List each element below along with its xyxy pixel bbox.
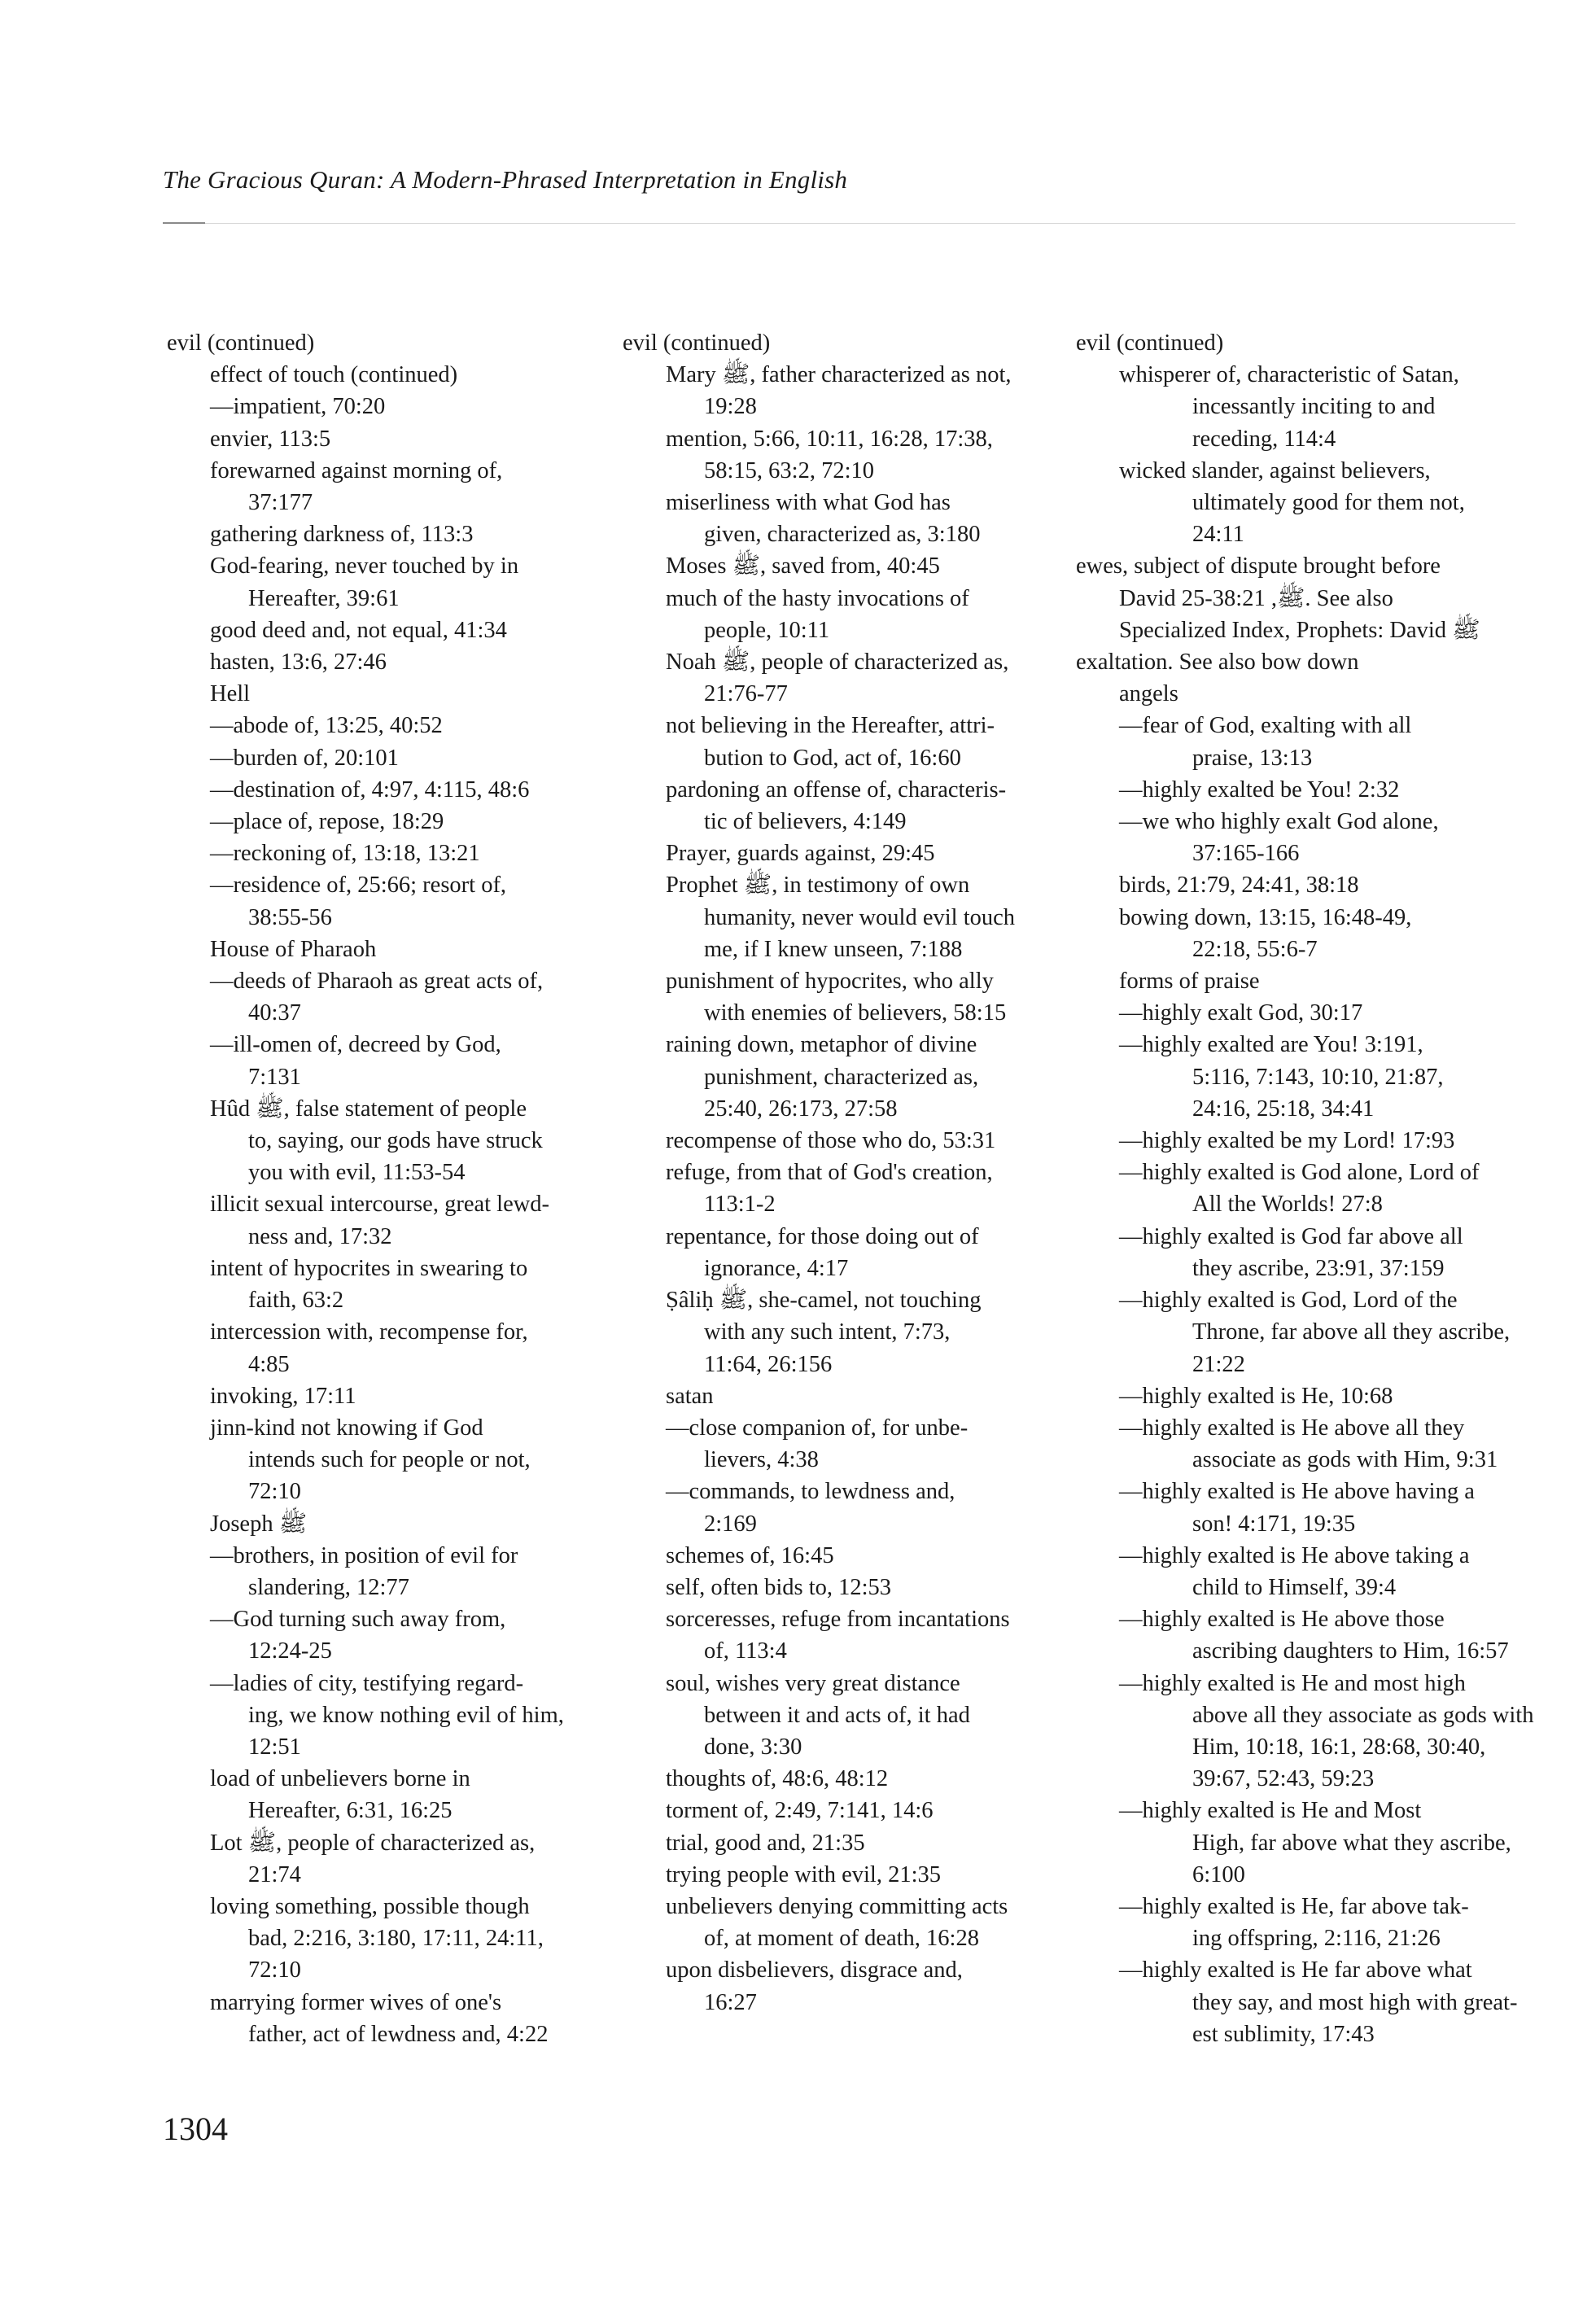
index-column-1 — [167, 327, 610, 2050]
index-entry-line: 24:11 — [1192, 522, 1244, 548]
index-entry-line: slandering, 12:77 — [248, 1574, 409, 1600]
index-entry-line: upon disbelievers, disgrace and, — [666, 1957, 963, 1984]
index-entry-line: people, 10:11 — [704, 617, 830, 643]
index-entry-line: 39:67, 52:43, 59:23 — [1192, 1766, 1375, 1792]
index-column-3 — [1076, 327, 1534, 2050]
index-entry-line: trial, good and, 21:35 — [666, 1830, 865, 1856]
index-entry-line: associate as gods with Him, 9:31 — [1192, 1447, 1498, 1473]
index-entry-line: —commands, to lewdness and, — [666, 1479, 955, 1505]
index-entry-line: —burden of, 20:101 — [210, 745, 399, 771]
index-entry-line: thoughts of, 48:6, 48:12 — [666, 1766, 889, 1792]
index-entry-line: good deed and, not equal, 41:34 — [210, 617, 507, 643]
index-entry-line: —highly exalted is He and Most — [1119, 1798, 1422, 1824]
index-entry-line: bowing down, 13:15, 16:48-49, — [1119, 904, 1412, 930]
index-entry-line: evil (continued) — [623, 330, 771, 356]
index-entry-line: Him, 10:18, 16:1, 28:68, 30:40, — [1192, 1734, 1486, 1760]
index-entry-line: 22:18, 55:6-7 — [1192, 936, 1318, 962]
index-entry-line: 24:16, 25:18, 34:41 — [1192, 1096, 1375, 1122]
index-entry-line: forms of praise — [1119, 969, 1260, 995]
index-entry-line: intent of hypocrites in swearing to — [210, 1255, 528, 1281]
index-entry-line: —highly exalted is God far above all — [1119, 1223, 1463, 1249]
index-entry-line: High, far above what they ascribe, — [1192, 1830, 1511, 1856]
index-entry-line: David ﷺ, 38:21-25. See also — [1119, 585, 1393, 611]
index-entry-line: ing, we know nothing evil of him, — [248, 1702, 564, 1728]
index-entry-line: angels — [1119, 681, 1178, 707]
running-header: The Gracious Quran: A Modern-Phrased Interpretation in English — [163, 165, 848, 194]
page-number: 1304 — [163, 2110, 228, 2147]
index-entry-line: mention, 5:66, 10:11, 16:28, 17:38, — [666, 426, 993, 452]
index-entry-line: —highly exalted is He above those — [1119, 1607, 1445, 1633]
index-entry-line: 113:1-2 — [704, 1192, 776, 1218]
index-entry-line: ultimately good for them not, — [1192, 490, 1465, 516]
index-entry-line: done, 3:30 — [704, 1734, 802, 1760]
index-entry-line: gathering darkness of, 113:3 — [210, 522, 474, 548]
index-entry-line: Prayer, guards against, 29:45 — [666, 841, 935, 867]
index-entry-line: wicked slander, against believers, — [1119, 457, 1431, 483]
index-entry-line: 7:131 — [248, 1064, 301, 1090]
index-entry-line: 21:76-77 — [704, 681, 788, 707]
index-entry-line: bad, 2:216, 3:180, 17:11, 24:11, — [248, 1926, 544, 1952]
index-entry-line: incessantly inciting to and — [1192, 394, 1436, 420]
index-entry-line: Moses ﷺ, saved from, 40:45 — [666, 553, 940, 580]
index-entry-line: 11:64, 26:156 — [704, 1351, 833, 1377]
index-entry-line: —ladies of city, testifying regard- — [210, 1670, 524, 1696]
index-entry-line: trying people with evil, 21:35 — [666, 1861, 941, 1887]
index-entry-line: ing offspring, 2:116, 21:26 — [1192, 1926, 1441, 1952]
index-entry-line: faith, 63:2 — [248, 1288, 344, 1314]
index-entry-line: effect of touch (continued) — [210, 362, 458, 388]
index-entry-line: above all they associate as gods with — [1192, 1702, 1534, 1728]
index-entry-line: —God turning such away from, — [210, 1607, 506, 1633]
header-rule — [163, 223, 1515, 224]
index-entry-line: Lot ﷺ, people of characterized as, — [210, 1830, 536, 1856]
index-entry-line: Hûd ﷺ, false statement of people — [210, 1096, 527, 1122]
index-entry-line: unbelievers denying committing acts — [666, 1893, 1008, 1919]
index-entry-line: 37:165-166 — [1192, 841, 1300, 867]
index-entry-line: miserliness with what God has — [666, 490, 951, 516]
index-entry-line: —highly exalt God, 30:17 — [1119, 1000, 1363, 1026]
index-entry-line: 40:37 — [248, 1000, 301, 1026]
index-entry-line: —destination of, 4:97, 4:115, 48:6 — [210, 776, 530, 803]
index-entry-line: 37:177 — [248, 490, 313, 516]
index-entry-line: satan — [666, 1383, 714, 1409]
index-entry-line: ignorance, 4:17 — [704, 1255, 849, 1281]
index-entry-line: —fear of God, exalting with all — [1119, 713, 1412, 739]
index-entry-line: jinn-kind not knowing if God — [210, 1415, 483, 1441]
index-entry-line: —we who highly exalt God alone, — [1119, 809, 1439, 835]
index-entry-line: All the Worlds! 27:8 — [1192, 1192, 1383, 1218]
index-entry-line: loving something, possible though — [210, 1893, 530, 1919]
index-entry-line: —reckoning of, 13:18, 13:21 — [210, 841, 480, 867]
index-entry-line: 25:40, 26:173, 27:58 — [704, 1096, 898, 1122]
index-entry-line: with enemies of believers, 58:15 — [704, 1000, 1007, 1026]
index-entry-line: refuge, from that of God's creation, — [666, 1160, 993, 1186]
index-entry-line: 72:10 — [248, 1957, 301, 1984]
index-entry-line: evil (continued) — [167, 330, 315, 356]
index-entry-line: tic of believers, 4:149 — [704, 809, 907, 835]
header-rule-accent — [163, 222, 205, 224]
index-entry-line: not believing in the Hereafter, attri- — [666, 713, 995, 739]
index-entry-line: —brothers, in position of evil for — [210, 1542, 518, 1568]
index-entry-line: 72:10 — [248, 1479, 301, 1505]
index-entry-line: 12:51 — [248, 1734, 301, 1760]
index-entry-line: punishment of hypocrites, who ally — [666, 969, 994, 995]
index-entry-line: schemes of, 16:45 — [666, 1542, 834, 1568]
index-entry-line: exaltation. See also bow down — [1076, 650, 1359, 676]
index-entry-line: Throne, far above all they ascribe, — [1192, 1319, 1511, 1345]
index-entry-line: much of the hasty invocations of — [666, 585, 969, 611]
index-entry-line: —highly exalted is He far above what — [1119, 1957, 1472, 1984]
index-entry-line: —highly exalted is God alone, Lord of — [1119, 1160, 1480, 1186]
index-column-2 — [623, 327, 1066, 2019]
index-entry-line: House of Pharaoh — [210, 936, 377, 962]
index-entry-line: whisperer of, characteristic of Satan, — [1119, 362, 1459, 388]
index-entry-line: self, often bids to, 12:53 — [666, 1574, 892, 1600]
index-entry-line: birds, 21:79, 24:41, 38:18 — [1119, 873, 1359, 899]
index-entry-line: —highly exalted is He, far above tak- — [1119, 1893, 1469, 1919]
index-entry-line: —highly exalted is He above all they — [1119, 1415, 1465, 1441]
index-entry-line: 21:74 — [248, 1861, 301, 1887]
index-entry-line: —highly exalted is God, Lord of the — [1119, 1288, 1458, 1314]
index-entry-line: —highly exalted is He above having a — [1119, 1479, 1475, 1505]
index-entry-line: Joseph ﷺ — [210, 1511, 308, 1537]
index-entry-line: —highly exalted is He, 10:68 — [1119, 1383, 1393, 1409]
index-entry-line: Hereafter, 6:31, 16:25 — [248, 1798, 453, 1824]
index-entry-line: son! 4:171, 19:35 — [1192, 1511, 1356, 1537]
index-entry-line: Prophet ﷺ, in testimony of own — [666, 873, 970, 899]
index-entry-line: 5:116, 7:143, 10:10, 21:87, — [1192, 1064, 1444, 1090]
index-entry-line: 6:100 — [1192, 1861, 1245, 1887]
index-entry-line: between it and acts of, it had — [704, 1702, 970, 1728]
index-entry-line: —ill-omen of, decreed by God, — [210, 1032, 501, 1058]
index-entry-line: Mary ﷺ, father characterized as not, — [666, 362, 1012, 388]
index-entry-line: —highly exalted is He above taking a — [1119, 1542, 1470, 1568]
index-entry-line: repentance, for those doing out of — [666, 1223, 979, 1249]
index-entry-line: Specialized Index, Prophets: David ﷺ — [1119, 617, 1480, 643]
index-entry-line: with any such intent, 7:73, — [704, 1319, 951, 1345]
index-entry-line: intercession with, recompense for, — [210, 1319, 528, 1345]
index-entry-line: Ṣâliḥ ﷺ, she-camel, not touching — [666, 1288, 982, 1314]
index-entry-line: —residence of, 25:66; resort of, — [210, 873, 507, 899]
index-entry-line: to, saying, our gods have struck — [248, 1128, 543, 1154]
index-entry-line: hasten, 13:6, 27:46 — [210, 650, 387, 676]
index-entry-line: intends such for people or not, — [248, 1447, 531, 1473]
index-entry-line: —place of, repose, 18:29 — [210, 809, 444, 835]
index-entry-line: load of unbelievers borne in — [210, 1766, 470, 1792]
index-entry-line: —deeds of Pharaoh as great acts of, — [210, 969, 544, 995]
index-entry-line: forewarned against morning of, — [210, 457, 503, 483]
index-entry-line: —impatient, 70:20 — [210, 394, 386, 420]
index-entry-line: God-fearing, never touched by in — [210, 553, 519, 580]
index-entry-line: —highly exalted are You! 3:191, — [1119, 1032, 1423, 1058]
index-entry-line: humanity, never would evil touch — [704, 904, 1016, 930]
index-entry-line: 38:55-56 — [248, 904, 332, 930]
index-entry-line: —highly exalted is He and most high — [1119, 1670, 1466, 1696]
index-entry-line: recompense of those who do, 53:31 — [666, 1128, 996, 1154]
index-entry-line: raining down, metaphor of divine — [666, 1032, 977, 1058]
index-entry-line: illicit sexual intercourse, great lewd- — [210, 1192, 550, 1218]
index-entry-line: pardoning an offense of, characteris- — [666, 776, 1007, 803]
index-entry-line: of, 113:4 — [704, 1638, 787, 1664]
index-entry-line: given, characterized as, 3:180 — [704, 522, 981, 548]
index-entry-line: of, at moment of death, 16:28 — [704, 1926, 979, 1952]
index-entry-line: est sublimity, 17:43 — [1192, 2021, 1375, 2047]
index-entry-line: 16:27 — [704, 1989, 757, 2015]
index-entry-line: father, act of lewdness and, 4:22 — [248, 2021, 549, 2047]
index-entry-line: you with evil, 11:53-54 — [248, 1160, 466, 1186]
index-entry-line: they say, and most high with great- — [1192, 1989, 1518, 2015]
index-entry-line: 21:22 — [1192, 1351, 1245, 1377]
index-entry-line: 12:24-25 — [248, 1638, 332, 1664]
index-entry-line: soul, wishes very great distance — [666, 1670, 960, 1696]
index-entry-line: ewes, subject of dispute brought before — [1076, 553, 1441, 580]
index-entry-line: praise, 13:13 — [1192, 745, 1313, 771]
index-entry-line: envier, 113:5 — [210, 426, 331, 452]
index-entry-line: ascribing daughters to Him, 16:57 — [1192, 1638, 1509, 1664]
index-entry-line: child to Himself, 39:4 — [1192, 1574, 1397, 1600]
index-entry-line: ness and, 17:32 — [248, 1223, 392, 1249]
index-entry-line: Hell — [210, 681, 251, 707]
index-entry-line: Hereafter, 39:61 — [248, 585, 400, 611]
index-entry-line: —close companion of, for unbe- — [666, 1415, 969, 1441]
index-entry-line: marrying former wives of one's — [210, 1989, 502, 2015]
index-entry-line: punishment, characterized as, — [704, 1064, 979, 1090]
index-entry-line: 4:85 — [248, 1351, 290, 1377]
index-entry-line: evil (continued) — [1076, 330, 1224, 356]
index-entry-line: bution to God, act of, 16:60 — [704, 745, 961, 771]
index-entry-line: me, if I knew unseen, 7:188 — [704, 936, 963, 962]
index-entry-line: 19:28 — [704, 394, 757, 420]
index-entry-line: they ascribe, 23:91, 37:159 — [1192, 1255, 1445, 1281]
index-entry-line: 58:15, 63:2, 72:10 — [704, 457, 875, 483]
index-entry-line: receding, 114:4 — [1192, 426, 1336, 452]
index-entry-line: sorceresses, refuge from incantations — [666, 1607, 1010, 1633]
index-entry-line: lievers, 4:38 — [704, 1447, 819, 1473]
index-entry-line: invoking, 17:11 — [210, 1383, 356, 1409]
index-entry-line: torment of, 2:49, 7:141, 14:6 — [666, 1798, 934, 1824]
index-entry-line: —abode of, 13:25, 40:52 — [210, 713, 443, 739]
index-entry-line: 2:169 — [704, 1511, 757, 1537]
index-entry-line: —highly exalted be my Lord! 17:93 — [1119, 1128, 1455, 1154]
index-entry-line: —highly exalted be You! 2:32 — [1119, 776, 1400, 803]
index-entry-line: Noah ﷺ, people of characterized as, — [666, 650, 1009, 676]
